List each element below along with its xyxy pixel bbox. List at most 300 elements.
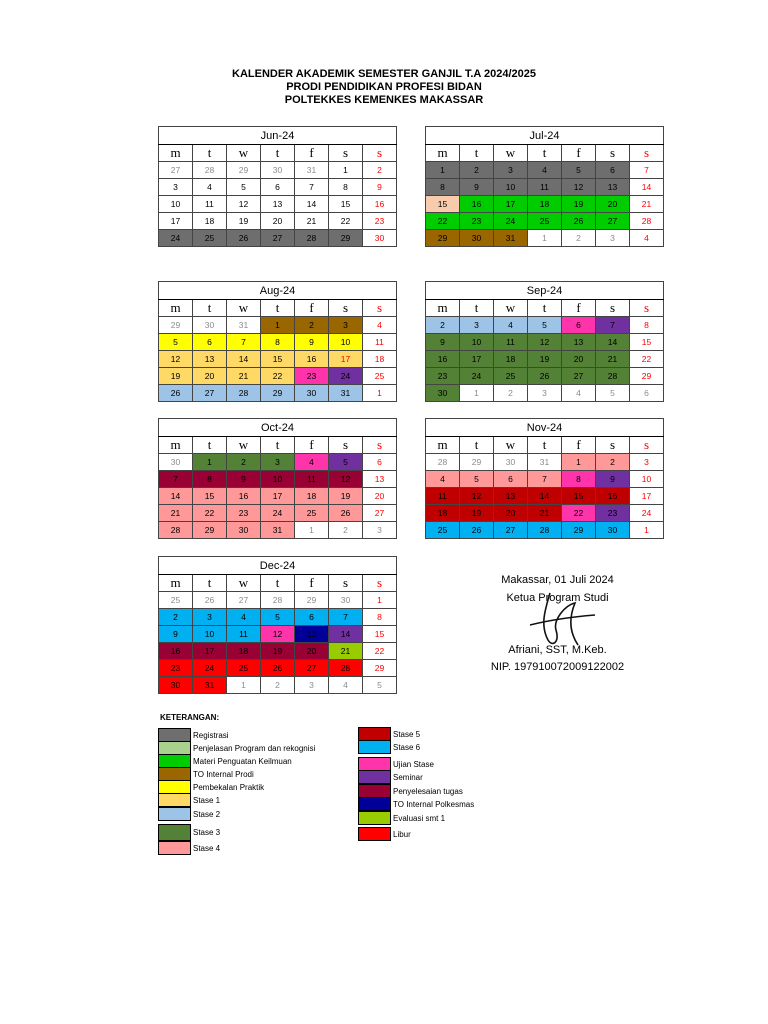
- day-cell: 3: [363, 522, 397, 539]
- legend-swatch: [358, 784, 391, 798]
- day-cell: 30: [261, 162, 295, 179]
- day-cell: 30: [426, 385, 460, 402]
- day-cell: 22: [426, 213, 460, 230]
- day-cell: 7: [159, 471, 193, 488]
- legend-item: [158, 767, 254, 781]
- day-cell: 5: [528, 317, 562, 334]
- day-cell: 28: [261, 592, 295, 609]
- page-subtitle: PRODI PENDIDIKAN PROFESI BIDAN: [286, 81, 482, 93]
- day-cell: 12: [528, 334, 562, 351]
- day-cell: 4: [494, 317, 528, 334]
- day-cell: 9: [363, 179, 397, 196]
- legend-item: [158, 728, 229, 742]
- day-cell: 3: [528, 385, 562, 402]
- day-cell: 21: [329, 643, 363, 660]
- weekday-header: w: [494, 437, 528, 454]
- day-cell: 26: [562, 213, 596, 230]
- day-cell: 20: [562, 351, 596, 368]
- day-cell: 31: [261, 522, 295, 539]
- day-cell: 9: [295, 334, 329, 351]
- day-cell: 23: [227, 505, 261, 522]
- day-cell: 16: [295, 351, 329, 368]
- legend-swatch: [358, 770, 391, 784]
- month-name: Jul-24: [426, 127, 664, 145]
- day-cell: 8: [562, 471, 596, 488]
- day-cell: 19: [227, 213, 261, 230]
- day-cell: 10: [460, 334, 494, 351]
- day-cell: 24: [159, 230, 193, 247]
- day-cell: 28: [426, 454, 460, 471]
- day-cell: 27: [227, 592, 261, 609]
- day-cell: 21: [528, 505, 562, 522]
- day-cell: 30: [193, 317, 227, 334]
- day-cell: 24: [494, 213, 528, 230]
- legend-label: Materi Penguatan Keilmuan: [193, 756, 292, 766]
- day-cell: 15: [630, 334, 664, 351]
- day-cell: 4: [562, 385, 596, 402]
- day-cell: 20: [596, 196, 630, 213]
- day-cell: 6: [596, 162, 630, 179]
- day-cell: 27: [562, 368, 596, 385]
- legend-item: [158, 741, 315, 755]
- month-name: Jun-24: [159, 127, 397, 145]
- day-cell: 30: [460, 230, 494, 247]
- weekday-header: m: [159, 300, 193, 317]
- day-cell: 9: [227, 471, 261, 488]
- day-cell: 17: [329, 351, 363, 368]
- day-cell: 28: [193, 162, 227, 179]
- legend-swatch: [158, 807, 191, 821]
- weekday-header: t: [528, 437, 562, 454]
- day-cell: 12: [261, 626, 295, 643]
- day-cell: 29: [159, 317, 193, 334]
- day-cell: 31: [528, 454, 562, 471]
- day-cell: 9: [596, 471, 630, 488]
- legend-label: Stase 3: [193, 828, 221, 837]
- day-cell: 8: [363, 609, 397, 626]
- weekday-header: t: [193, 575, 227, 592]
- day-cell: 21: [596, 351, 630, 368]
- day-cell: 22: [261, 368, 295, 385]
- weekday-header: s: [329, 437, 363, 454]
- day-cell: 14: [227, 351, 261, 368]
- weekday-header: t: [460, 145, 494, 162]
- weekday-header: s: [329, 145, 363, 162]
- day-cell: 5: [261, 609, 295, 626]
- day-cell: 6: [261, 179, 295, 196]
- day-cell: 25: [426, 522, 460, 539]
- day-cell: 15: [426, 196, 460, 213]
- day-cell: 14: [329, 626, 363, 643]
- day-cell: 10: [329, 334, 363, 351]
- day-cell: 19: [460, 505, 494, 522]
- day-cell: 23: [159, 660, 193, 677]
- weekday-header: t: [528, 145, 562, 162]
- day-cell: 7: [329, 609, 363, 626]
- day-cell: 10: [494, 179, 528, 196]
- month-calendar: [158, 556, 397, 694]
- day-cell: 10: [159, 196, 193, 213]
- day-cell: 15: [329, 196, 363, 213]
- month-calendar: [425, 418, 664, 539]
- weekday-header: w: [227, 437, 261, 454]
- day-cell: 2: [295, 317, 329, 334]
- legend-item: [358, 784, 463, 798]
- day-cell: 17: [460, 351, 494, 368]
- day-cell: 2: [494, 385, 528, 402]
- day-cell: 31: [193, 677, 227, 694]
- weekday-header: f: [295, 300, 329, 317]
- day-cell: 5: [596, 385, 630, 402]
- day-cell: 29: [460, 454, 494, 471]
- day-cell: 1: [426, 162, 460, 179]
- day-cell: 11: [193, 196, 227, 213]
- day-cell: 27: [596, 213, 630, 230]
- weekday-header: f: [562, 437, 596, 454]
- legend-swatch: [358, 727, 391, 741]
- day-cell: 5: [460, 471, 494, 488]
- day-cell: 11: [295, 471, 329, 488]
- day-cell: 5: [159, 334, 193, 351]
- day-cell: 4: [193, 179, 227, 196]
- day-cell: 20: [193, 368, 227, 385]
- institution-name: POLTEKKES KEMENKES MAKASSAR: [284, 94, 484, 106]
- day-cell: 22: [630, 351, 664, 368]
- month-name: Nov-24: [426, 419, 664, 437]
- day-cell: 13: [295, 626, 329, 643]
- weekday-header: s: [363, 300, 397, 317]
- day-cell: 16: [159, 643, 193, 660]
- legend-item: [358, 757, 434, 771]
- day-cell: 18: [295, 488, 329, 505]
- day-cell: 25: [494, 368, 528, 385]
- day-cell: 23: [596, 505, 630, 522]
- day-cell: 9: [159, 626, 193, 643]
- day-cell: 30: [596, 522, 630, 539]
- weekday-header: t: [193, 300, 227, 317]
- day-cell: 16: [596, 488, 630, 505]
- day-cell: 14: [596, 334, 630, 351]
- day-cell: 5: [562, 162, 596, 179]
- day-cell: 4: [363, 317, 397, 334]
- day-cell: 14: [295, 196, 329, 213]
- day-cell: 6: [562, 317, 596, 334]
- day-cell: 13: [562, 334, 596, 351]
- day-cell: 18: [426, 505, 460, 522]
- legend-swatch: [358, 797, 391, 811]
- day-cell: 25: [295, 505, 329, 522]
- month-name: Aug-24: [159, 282, 397, 300]
- day-cell: 20: [363, 488, 397, 505]
- legend-label: Evaluasi smt 1: [393, 813, 446, 823]
- day-cell: 25: [363, 368, 397, 385]
- legend-label: TO Internal Polkesmas: [393, 799, 475, 809]
- month-name: Dec-24: [159, 557, 397, 575]
- legend-swatch: [158, 767, 191, 781]
- day-cell: 7: [295, 179, 329, 196]
- legend-label: Ujian Stase: [393, 759, 434, 769]
- day-cell: 1: [363, 385, 397, 402]
- day-cell: 4: [528, 162, 562, 179]
- day-cell: 30: [159, 677, 193, 694]
- weekday-header: s: [329, 575, 363, 592]
- day-cell: 8: [193, 471, 227, 488]
- day-cell: 11: [227, 626, 261, 643]
- day-cell: 8: [261, 334, 295, 351]
- legend-item: [158, 793, 220, 807]
- day-cell: 29: [630, 368, 664, 385]
- day-cell: 23: [295, 368, 329, 385]
- weekday-header: s: [596, 145, 630, 162]
- day-cell: 25: [159, 592, 193, 609]
- legend-item: [158, 824, 220, 841]
- day-cell: 29: [261, 385, 295, 402]
- day-cell: 3: [261, 454, 295, 471]
- day-cell: 19: [329, 488, 363, 505]
- day-cell: 30: [227, 522, 261, 539]
- day-cell: 3: [596, 230, 630, 247]
- legend-item: [358, 797, 474, 811]
- day-cell: 27: [295, 660, 329, 677]
- day-cell: 19: [261, 643, 295, 660]
- legend-swatch: [358, 827, 391, 841]
- day-cell: 16: [426, 351, 460, 368]
- day-cell: 4: [295, 454, 329, 471]
- day-cell: 16: [227, 488, 261, 505]
- weekday-header: w: [227, 145, 261, 162]
- weekday-header: t: [261, 145, 295, 162]
- day-cell: 28: [596, 368, 630, 385]
- day-cell: 1: [363, 592, 397, 609]
- day-cell: 25: [193, 230, 227, 247]
- day-cell: 6: [193, 334, 227, 351]
- day-cell: 31: [494, 230, 528, 247]
- weekday-header: t: [528, 300, 562, 317]
- day-cell: 25: [227, 660, 261, 677]
- day-cell: 27: [363, 505, 397, 522]
- weekday-header: s: [630, 437, 664, 454]
- legend-swatch: [158, 728, 191, 742]
- day-cell: 12: [460, 488, 494, 505]
- day-cell: 6: [363, 454, 397, 471]
- day-cell: 17: [193, 643, 227, 660]
- day-cell: 28: [295, 230, 329, 247]
- day-cell: 14: [159, 488, 193, 505]
- day-cell: 4: [329, 677, 363, 694]
- day-cell: 14: [630, 179, 664, 196]
- day-cell: 7: [528, 471, 562, 488]
- weekday-header: f: [295, 145, 329, 162]
- day-cell: 2: [596, 454, 630, 471]
- day-cell: 27: [494, 522, 528, 539]
- day-cell: 20: [261, 213, 295, 230]
- legend-item: [158, 754, 292, 768]
- day-cell: 31: [295, 162, 329, 179]
- day-cell: 4: [227, 609, 261, 626]
- day-cell: 21: [295, 213, 329, 230]
- day-cell: 22: [562, 505, 596, 522]
- day-cell: 27: [193, 385, 227, 402]
- day-cell: 2: [227, 454, 261, 471]
- weekday-header: s: [596, 300, 630, 317]
- day-cell: 2: [426, 317, 460, 334]
- signature-name: Afriani, SST, M.Keb.: [508, 644, 607, 656]
- day-cell: 30: [494, 454, 528, 471]
- day-cell: 3: [460, 317, 494, 334]
- day-cell: 12: [227, 196, 261, 213]
- day-cell: 8: [329, 179, 363, 196]
- legend-swatch: [158, 754, 191, 768]
- day-cell: 18: [227, 643, 261, 660]
- day-cell: 1: [460, 385, 494, 402]
- weekday-header: w: [494, 145, 528, 162]
- legend-item: [358, 740, 420, 754]
- legend-label: Stase 6: [393, 742, 421, 752]
- legend-label: Registrasi: [193, 730, 229, 740]
- day-cell: 30: [295, 385, 329, 402]
- legend-swatch: [158, 841, 191, 855]
- month-calendar: [158, 281, 397, 402]
- month-name: Oct-24: [159, 419, 397, 437]
- day-cell: 7: [630, 162, 664, 179]
- weekday-header: t: [261, 300, 295, 317]
- weekday-header: t: [261, 575, 295, 592]
- month-calendar: [158, 126, 397, 247]
- legend-item: [358, 770, 423, 784]
- day-cell: 19: [562, 196, 596, 213]
- day-cell: 30: [363, 230, 397, 247]
- weekday-header: t: [261, 437, 295, 454]
- day-cell: 4: [426, 471, 460, 488]
- day-cell: 13: [261, 196, 295, 213]
- weekday-header: s: [363, 437, 397, 454]
- legend-label: TO Internal Prodi: [193, 769, 254, 779]
- day-cell: 1: [630, 522, 664, 539]
- legend-label: Stase 2: [193, 809, 221, 819]
- day-cell: 16: [363, 196, 397, 213]
- day-cell: 26: [329, 505, 363, 522]
- month-calendar: [425, 281, 664, 402]
- day-cell: 2: [460, 162, 494, 179]
- legend-swatch: [358, 811, 391, 825]
- day-cell: 1: [193, 454, 227, 471]
- day-cell: 29: [562, 522, 596, 539]
- day-cell: 17: [494, 196, 528, 213]
- day-cell: 2: [329, 522, 363, 539]
- weekday-header: s: [329, 300, 363, 317]
- legend-label: Stase 5: [393, 729, 421, 739]
- weekday-header: s: [630, 300, 664, 317]
- month-name: Sep-24: [426, 282, 664, 300]
- day-cell: 5: [363, 677, 397, 694]
- day-cell: 5: [227, 179, 261, 196]
- day-cell: 28: [227, 385, 261, 402]
- day-cell: 28: [159, 522, 193, 539]
- day-cell: 31: [227, 317, 261, 334]
- day-cell: 26: [227, 230, 261, 247]
- weekday-header: t: [460, 300, 494, 317]
- day-cell: 19: [159, 368, 193, 385]
- day-cell: 23: [460, 213, 494, 230]
- legend-swatch: [158, 793, 191, 807]
- legend-label: Penyelesaian tugas: [393, 786, 463, 796]
- legend-label: Stase 4: [193, 843, 221, 853]
- month-calendar: [158, 418, 397, 539]
- day-cell: 22: [329, 213, 363, 230]
- weekday-header: s: [363, 145, 397, 162]
- day-cell: 8: [426, 179, 460, 196]
- day-cell: 25: [528, 213, 562, 230]
- day-cell: 10: [193, 626, 227, 643]
- day-cell: 13: [494, 488, 528, 505]
- weekday-header: m: [426, 300, 460, 317]
- day-cell: 26: [528, 368, 562, 385]
- day-cell: 23: [426, 368, 460, 385]
- day-cell: 18: [363, 351, 397, 368]
- day-cell: 1: [295, 522, 329, 539]
- day-cell: 11: [528, 179, 562, 196]
- day-cell: 24: [329, 368, 363, 385]
- weekday-header: t: [193, 145, 227, 162]
- day-cell: 29: [426, 230, 460, 247]
- day-cell: 2: [261, 677, 295, 694]
- weekday-header: t: [193, 437, 227, 454]
- day-cell: 18: [528, 196, 562, 213]
- day-cell: 30: [159, 454, 193, 471]
- day-cell: 24: [193, 660, 227, 677]
- day-cell: 9: [460, 179, 494, 196]
- legend-item: [158, 841, 220, 855]
- day-cell: 26: [460, 522, 494, 539]
- day-cell: 4: [630, 230, 664, 247]
- month-calendar: [425, 126, 664, 247]
- day-cell: 14: [528, 488, 562, 505]
- day-cell: 7: [227, 334, 261, 351]
- signature-nip: NIP. 197910072009122002: [490, 661, 625, 673]
- legend-label: Stase 1: [193, 795, 221, 805]
- day-cell: 10: [261, 471, 295, 488]
- day-cell: 12: [159, 351, 193, 368]
- day-cell: 21: [159, 505, 193, 522]
- day-cell: 7: [596, 317, 630, 334]
- weekday-header: m: [426, 437, 460, 454]
- day-cell: 13: [193, 351, 227, 368]
- signature-role: Ketua Program Studi: [506, 592, 609, 604]
- signature-place-date: Makassar, 01 Juli 2024: [501, 574, 614, 586]
- day-cell: 3: [630, 454, 664, 471]
- day-cell: 24: [460, 368, 494, 385]
- day-cell: 26: [159, 385, 193, 402]
- weekday-header: s: [630, 145, 664, 162]
- day-cell: 1: [528, 230, 562, 247]
- day-cell: 8: [630, 317, 664, 334]
- legend-swatch: [158, 824, 191, 841]
- day-cell: 21: [630, 196, 664, 213]
- day-cell: 31: [329, 385, 363, 402]
- legend-swatch: [158, 741, 191, 755]
- day-cell: 29: [227, 162, 261, 179]
- day-cell: 29: [295, 592, 329, 609]
- day-cell: 12: [329, 471, 363, 488]
- day-cell: 1: [329, 162, 363, 179]
- day-cell: 28: [630, 213, 664, 230]
- weekday-header: m: [159, 145, 193, 162]
- day-cell: 24: [630, 505, 664, 522]
- day-cell: 1: [227, 677, 261, 694]
- day-cell: 23: [363, 213, 397, 230]
- day-cell: 9: [426, 334, 460, 351]
- day-cell: 26: [261, 660, 295, 677]
